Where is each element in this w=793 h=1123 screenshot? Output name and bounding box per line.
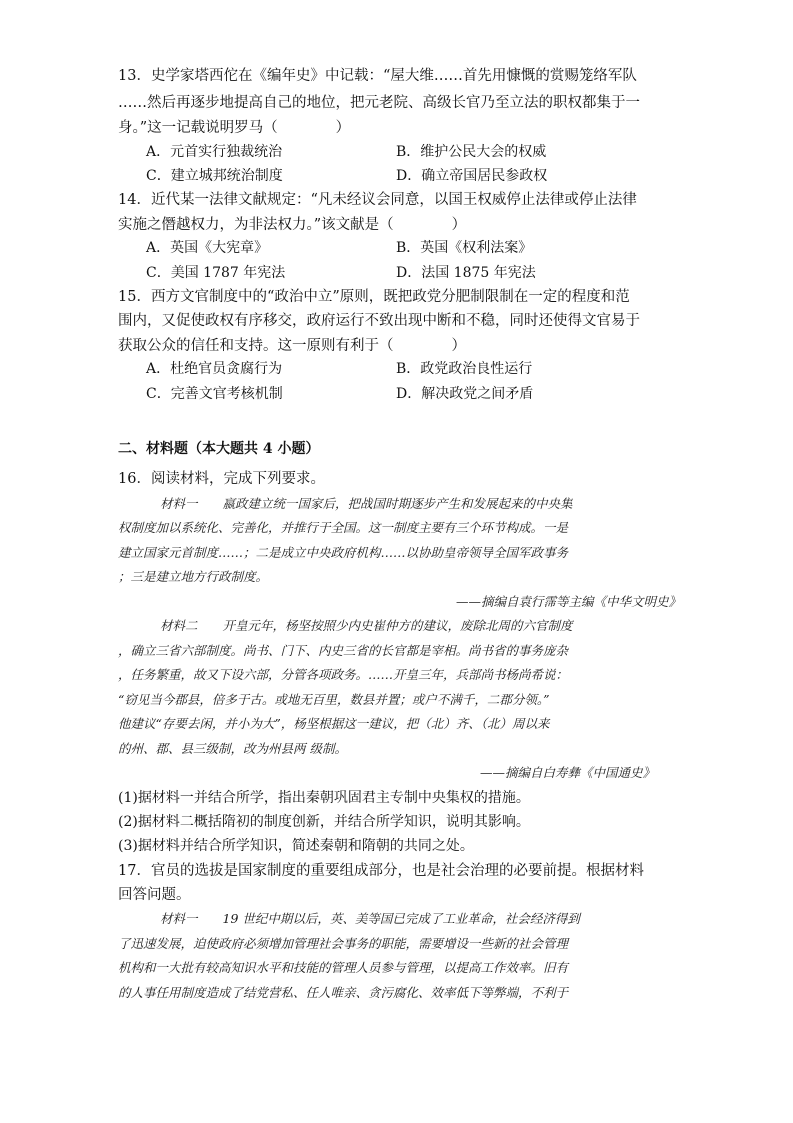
q16-material1-line-1: 材料一 嬴政建立统一国家后，把战国时期逐步产生和发展起来的中央集 <box>160 496 573 511</box>
q15-option-a[interactable]: A．杜绝官员贪腐行为 <box>146 361 283 377</box>
q15-option-b[interactable]: B．政党政治良性运行 <box>396 361 533 377</box>
q13-option-d[interactable]: D．确立帝国居民参政权 <box>396 168 548 184</box>
q14-option-b[interactable]: B．英国《权利法案》 <box>396 240 533 256</box>
q14-option-d[interactable]: D．法国 1875 年宪法 <box>396 265 536 281</box>
q13-option-a[interactable]: A．元首实行独裁统治 <box>146 144 283 160</box>
q14-option-c[interactable]: C．美国 1787 年宪法 <box>146 265 286 281</box>
q16-source-2: ——摘编自白寿彝《中国通史》 <box>480 765 656 780</box>
q15-line-1: 15．西方文官制度中的“政治中立”原则，既把政党分肥制限制在一定的程度和范 <box>118 289 630 305</box>
q14-line-1: 14．近代某一法律文献规定：“凡未经议会同意，以国王权威停止法律或停止法律 <box>118 192 637 208</box>
q16-material2-line-6: 的州、郡、县三级制，改为州县两 级制。 <box>118 741 347 756</box>
q17-material1-line-3: 机构和一大批有较高知识水平和技能的管理人员参与管理，以提高工作效率。旧有 <box>118 960 569 975</box>
q15-line-2: 围内，又促使政权有序移交，政府运行不致出现中断和不稳，同时还使得文官易于 <box>118 313 640 329</box>
q16-question-1: (1)据材料一并结合所学，指出秦朝巩固君主专制中央集权的措施。 <box>118 790 530 806</box>
q16-question-3: (3)据材料并结合所学知识，简述秦朝和隋朝的共同之处。 <box>118 838 474 854</box>
q15-line-3: 获取公众的信任和支持。这一原则有利于（ ） <box>118 338 466 354</box>
q17-intro-line-2: 回答问题。 <box>118 887 191 903</box>
q16-material1-line-2: 权制度加以系统化、完善化，并推行于全国。这一制度主要有三个环节构成。一是 <box>118 520 569 535</box>
q14-option-a[interactable]: A．英国《大宪章》 <box>146 240 269 256</box>
q13-option-c[interactable]: C．建立城邦统治制度 <box>146 168 283 184</box>
q17-material1-line-4: 的人事任用制度造成了结党营私、任人唯亲、贪污腐化、效率低下等弊端，不利于 <box>118 985 569 1000</box>
q13-line-2: ……然后再逐步地提高自己的地位，把元老院、高级长官乃至立法的职权都集于一 <box>118 95 640 111</box>
q15-option-d[interactable]: D．解决政党之间矛盾 <box>396 386 534 402</box>
q14-line-2: 实施之僭越权力，为非法权力。”该文献是（ ） <box>118 217 467 233</box>
q17-material1-line-1: 材料一 19 世纪中期以后，英、美等国已完成了工业革命，社会经济得到 <box>160 911 580 926</box>
q13-line-1: 13．史学家塔西佗在《编年史》中记载：“屋大维……首先用慷慨的赏赐笼络军队 <box>118 68 637 84</box>
q16-material2-line-3: ，任务繁重，故又下设六部，分管各项政务。……开皇三年，兵部尚书杨尚希说： <box>118 667 569 682</box>
q17-material1-line-2: 了迅速发展，迫使政府必须增加管理社会事务的职能，需要增设一些新的社会管理 <box>118 936 569 951</box>
q16-material2-line-5: 他建议“存要去闲，并小为大”，杨坚根据这一建议，把（北）齐、（北）周以来 <box>118 716 550 731</box>
q16-material2-line-2: ，确立三省六部制度。尚书、门下、内史三省的长官都是宰相。尚书省的事务庞杂 <box>118 643 569 658</box>
q16-source-1: ——摘编自袁行霈等主编《中华文明史》 <box>456 594 682 609</box>
q16-material2-line-1: 材料二 开皇元年，杨坚按照少内史崔仲方的建议，废除北周的六官制度 <box>160 618 573 633</box>
q17-intro-line-1: 17．官员的选拔是国家制度的重要组成部分，也是社会治理的必要前提。根据材料 <box>118 863 644 879</box>
q16-question-2: (2)据材料二概括隋初的制度创新，并结合所学知识，说明其影响。 <box>118 814 530 830</box>
q15-option-c[interactable]: C．完善文官考核机制 <box>146 386 283 402</box>
q16-material1-line-3: 建立国家元首制度……；二是成立中央政府机构……以协助皇帝领导全国军政事务 <box>118 545 569 560</box>
q13-line-3: 身。”这一记载说明罗马（ ） <box>118 120 351 136</box>
q16-intro: 16．阅读材料，完成下列要求。 <box>118 471 325 487</box>
q16-material2-line-4: “窃见当今郡县，倍多于古。或地无百里，数县并置；或户不满千，二郡分领。” <box>118 692 550 707</box>
section-2-title: 二、材料题（本大题共 4 小题） <box>118 441 320 457</box>
q13-option-b[interactable]: B．维护公民大会的权威 <box>396 144 547 160</box>
q16-material1-line-4: ；三是建立地方行政制度。 <box>118 569 269 584</box>
